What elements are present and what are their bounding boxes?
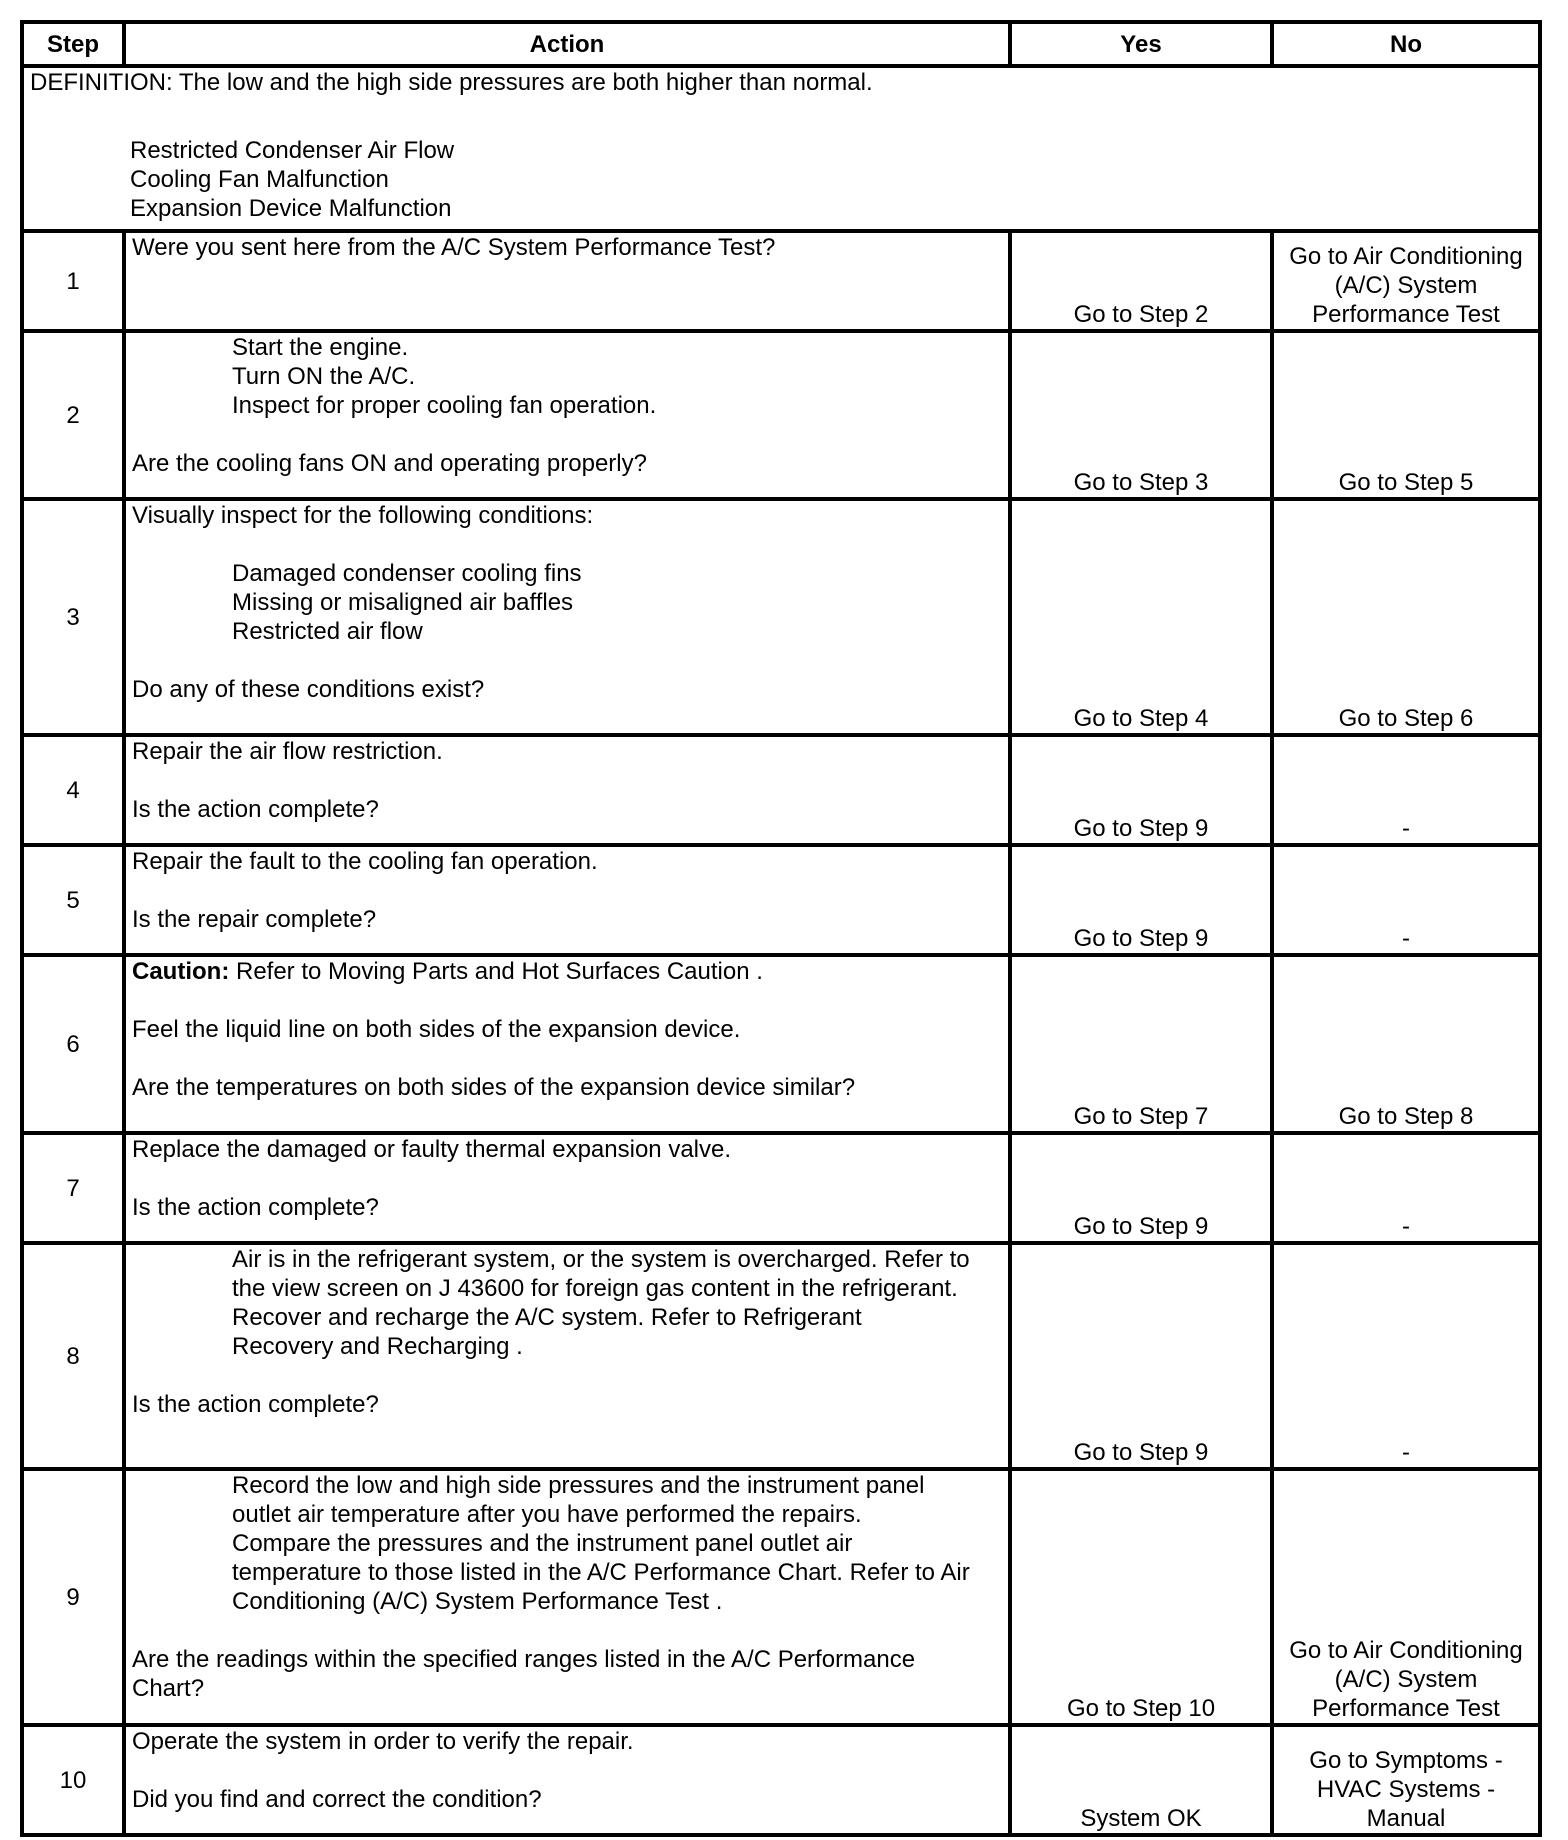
step-number: 5 (22, 845, 124, 955)
step-row-3 (22, 499, 1540, 735)
action-question: Is the repair complete? (132, 906, 377, 933)
step-row-1 (22, 231, 1540, 331)
yes-cell: Go to Step 9 (1010, 845, 1272, 955)
no-cell: Go to Symptoms - HVAC Systems - Manual (1272, 1725, 1540, 1835)
step-row-4 (22, 735, 1540, 845)
action-cell (124, 1469, 1010, 1725)
action-question: Are the temperatures on both sides of the expansion device similar? (132, 1074, 856, 1101)
step-number: 8 (22, 1243, 124, 1469)
action-instruction: Record the low and high side pressures and the instrument panel outlet air temperature after you have performed the repairs. (232, 1472, 925, 1528)
action-intro: Visually inspect for the following conditions: (132, 502, 594, 529)
definition-item: Restricted Condenser Air Flow (130, 137, 455, 164)
header-row (22, 22, 1540, 66)
step-number: 1 (22, 231, 124, 331)
no-cell: Go to Step 8 (1272, 955, 1540, 1133)
definition-item: Cooling Fan Malfunction (130, 166, 389, 193)
yes-cell: Go to Step 7 (1010, 955, 1272, 1133)
no-cell: - (1272, 735, 1540, 845)
action-instruction: Air is in the refrigerant system, or the system is overcharged. Refer to the view screen on J 43600 for foreign gas content in the refrigerant. (232, 1246, 970, 1302)
action-cell (124, 231, 1010, 331)
no-cell: Go to Air Conditioning (A/C) System Performance Test (1272, 1469, 1540, 1725)
spacer (132, 646, 1002, 675)
action-intro: Replace the damaged or faulty thermal expansion valve. (132, 1136, 732, 1163)
action-instruction: Feel the liquid line on both sides of the expansion device. (132, 1016, 741, 1043)
action-cell (124, 331, 1010, 499)
header-yes: Yes (1010, 22, 1272, 66)
yes-cell: Go to Step 9 (1010, 735, 1272, 845)
step-number: 10 (22, 1725, 124, 1835)
caution-text: Refer to Moving Parts and Hot Surfaces Caution . (229, 958, 763, 985)
yes-cell: Go to Step 2 (1010, 231, 1272, 331)
action-intro: Repair the air flow restriction. (132, 738, 443, 765)
action-cell (124, 845, 1010, 955)
action-instruction: Inspect for proper cooling fan operation. (232, 392, 657, 419)
step-row-6 (22, 955, 1540, 1133)
header-action: Action (124, 22, 1010, 66)
action-instruction: Damaged condenser cooling fins (232, 560, 582, 587)
action-instruction: Recover and recharge the A/C system. Refer to Refrigerant Recovery and Recharging . (232, 1304, 862, 1360)
caution-label: Caution: (132, 958, 230, 985)
header-step: Step (22, 22, 124, 66)
yes-cell: Go to Step 10 (1010, 1469, 1272, 1725)
action-intro: Operate the system in order to verify the repair. (132, 1728, 634, 1755)
no-cell: Go to Step 6 (1272, 499, 1540, 735)
spacer (132, 1044, 1002, 1073)
yes-cell: System OK (1010, 1725, 1272, 1835)
action-cell (124, 955, 1010, 1133)
spacer (132, 766, 1002, 795)
step-number: 9 (22, 1469, 124, 1725)
action-question: Are the cooling fans ON and operating properly? (132, 450, 647, 477)
action-question: Do any of these conditions exist? (132, 676, 485, 703)
action-question: Were you sent here from the A/C System Performance Test? (132, 234, 776, 261)
step-row-5 (22, 845, 1540, 955)
definition-cell (22, 66, 1540, 231)
spacer (132, 530, 1002, 559)
definition-text: DEFINITION: The low and the high side pressures are both higher than normal. (30, 69, 873, 96)
step-number: 4 (22, 735, 124, 845)
step-row-8 (22, 1243, 1540, 1469)
step-row-9 (22, 1469, 1540, 1725)
action-cell (124, 735, 1010, 845)
action-instruction: Compare the pressures and the instrument panel outlet air temperature to those listed in the A/C Performance Chart. Refer to Air Conditioning (A/C) System Performance Test . (232, 1530, 970, 1615)
step-number: 7 (22, 1133, 124, 1243)
no-cell: Go to Air Conditioning (A/C) System Performance Test (1272, 231, 1540, 331)
header-no: No (1272, 22, 1540, 66)
definition-list (30, 136, 1532, 223)
spacer (132, 1361, 1002, 1390)
action-instruction: Start the engine. (232, 334, 409, 361)
yes-cell: Go to Step 9 (1010, 1243, 1272, 1469)
action-question: Are the readings within the specified ranges listed in the A/C Performance Chart? (132, 1646, 916, 1702)
spacer (132, 1616, 1002, 1645)
action-instruction: Restricted air flow (232, 618, 423, 645)
step-row-2 (22, 331, 1540, 499)
spacer (132, 1164, 1002, 1193)
definition-row (22, 66, 1540, 231)
yes-cell: Go to Step 3 (1010, 331, 1272, 499)
action-question: Is the action complete? (132, 1391, 379, 1418)
spacer (132, 420, 1002, 449)
action-instruction: Turn ON the A/C. (232, 363, 416, 390)
action-instruction: Missing or misaligned air baffles (232, 589, 574, 616)
yes-cell: Go to Step 9 (1010, 1133, 1272, 1243)
no-cell: Go to Step 5 (1272, 331, 1540, 499)
action-question: Is the action complete? (132, 1194, 379, 1221)
action-question: Did you find and correct the condition? (132, 1786, 542, 1813)
action-cell (124, 499, 1010, 735)
spacer (132, 1756, 1002, 1785)
spacer (132, 986, 1002, 1015)
action-cell (124, 1133, 1010, 1243)
step-number: 6 (22, 955, 124, 1133)
spacer (132, 876, 1002, 905)
diagnostic-table (20, 20, 1542, 1837)
step-row-7 (22, 1133, 1540, 1243)
definition-item: Expansion Device Malfunction (130, 195, 452, 222)
no-cell: - (1272, 845, 1540, 955)
step-row-10 (22, 1725, 1540, 1835)
action-question: Is the action complete? (132, 796, 379, 823)
yes-cell: Go to Step 4 (1010, 499, 1272, 735)
action-cell (124, 1243, 1010, 1469)
no-cell: - (1272, 1133, 1540, 1243)
no-cell: - (1272, 1243, 1540, 1469)
step-number: 2 (22, 331, 124, 499)
action-cell (124, 1725, 1010, 1835)
action-intro: Repair the fault to the cooling fan operation. (132, 848, 598, 875)
step-number: 3 (22, 499, 124, 735)
caution-line (132, 957, 1002, 986)
